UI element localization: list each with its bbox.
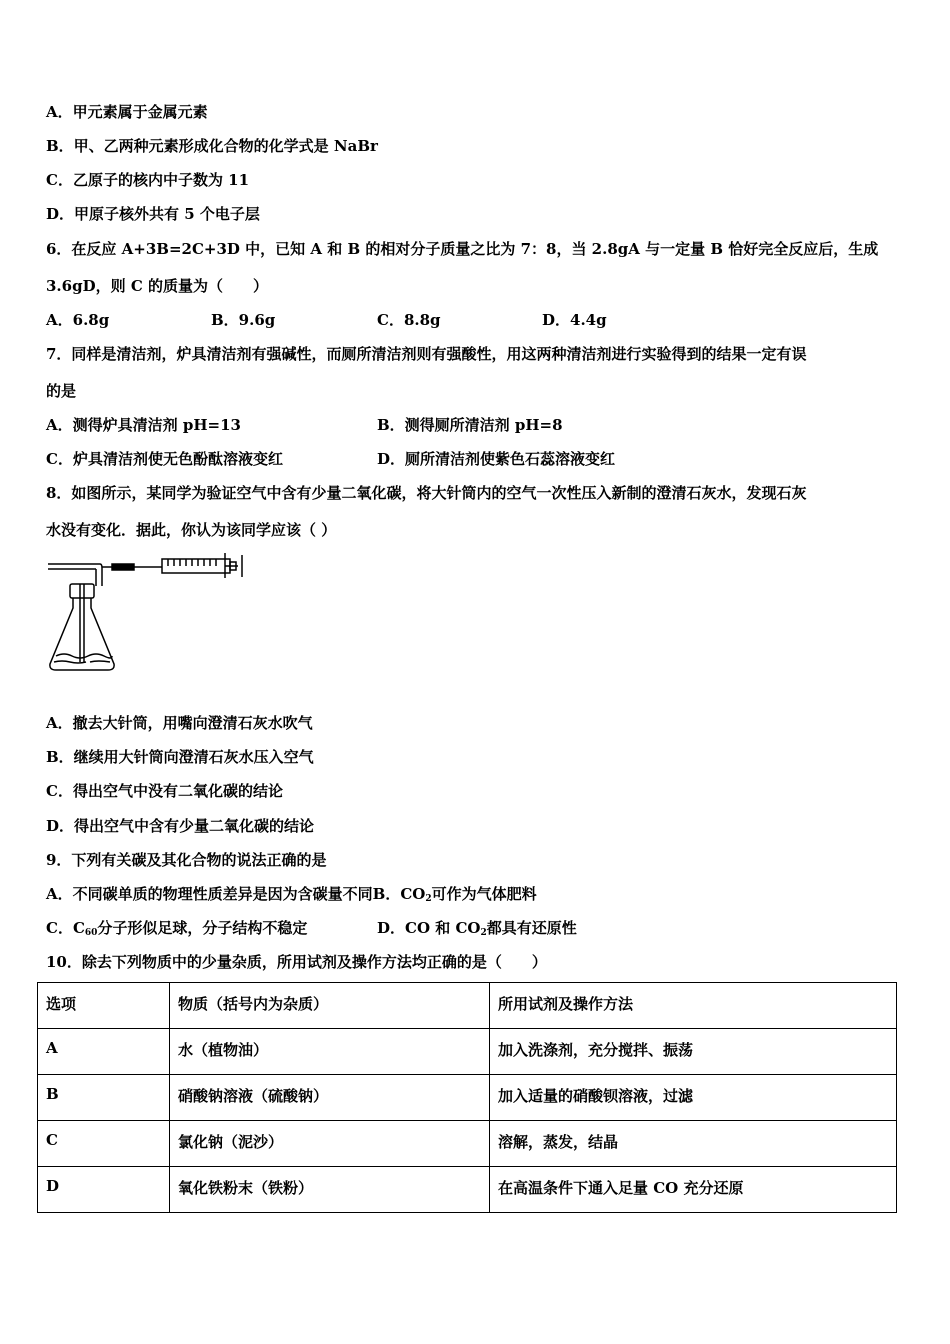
row-method: 溶解，蒸发，结晶 (490, 1121, 897, 1167)
table-row (38, 1075, 897, 1121)
q5-option-d: D．甲原子核外共有 5 个电子层 (46, 205, 260, 223)
q6-option-b: B．9.6g (211, 311, 276, 329)
q5-option-c: C．乙原子的核内中子数为 11 (46, 171, 250, 189)
syringe-flask-apparatus-figure (44, 550, 254, 680)
row-substance: 硝酸钠溶液（硫酸钠） (170, 1075, 490, 1121)
q9-option-ab (46, 884, 537, 904)
row-option: B (38, 1075, 170, 1121)
q10-table (37, 982, 897, 1213)
q5-option-b: B．甲、乙两种元素形成化合物的化学式是 NaBr (46, 137, 378, 155)
header-option: 选项 (38, 983, 170, 1029)
q9-option-b: B．$CO_2$可作为气体肥料 (372, 885, 537, 904)
q9-option-a: A．不同碳单质的物理性质差异是因为含碳量不同 (46, 885, 373, 903)
q10-stem: 10．除去下列物质中的少量杂质，所用试剂及操作方法均正确的是（ ） (46, 953, 547, 971)
table-row (38, 1121, 897, 1167)
q6-stem-line1: 6．在反应 A+3B=2C+3D 中，已知 A 和 B 的相对分子质量之比为 7：8，当 2.8gA 与一定量 B 恰好完全反应后，生成 (46, 240, 879, 258)
tube-connector (48, 564, 162, 586)
q9-option-d: D．CO 和 $CO_2$都具有还原性 (377, 919, 577, 938)
row-method: 加入适量的硝酸钡溶液，过滤 (490, 1075, 897, 1121)
syringe-icon (162, 553, 242, 578)
q6-option-c: C．8.8g (377, 311, 441, 329)
table-row (38, 1167, 897, 1213)
q8-option-a: A．撤去大针筒，用嘴向澄清石灰水吹气 (46, 714, 313, 732)
flask-icon (50, 584, 114, 670)
q8-option-c: C．得出空气中没有二氧化碳的结论 (46, 782, 283, 800)
header-method: 所用试剂及操作方法 (490, 983, 897, 1029)
q5-option-a: A．甲元素属于金属元素 (46, 103, 208, 121)
q7-option-b: B．测得厕所清洁剂 pH=8 (377, 416, 563, 434)
q6-stem-line2: 3.6gD，则 C 的质量为（ ） (46, 277, 268, 295)
q7-option-a: A．测得炉具清洁剂 pH=13 (46, 416, 241, 434)
q9-option-c: C．$C_{60}$分子形似足球，分子结构不稳定 (46, 919, 308, 938)
q7-stem-line2: 的是 (46, 382, 77, 400)
q8-stem-line1: 8．如图所示，某同学为验证空气中含有少量二氧化碳，将大针筒内的空气一次性压入新制的澄清石灰水，发现石灰 (46, 484, 807, 502)
row-option: D (38, 1167, 170, 1213)
q8-option-d: D．得出空气中含有少量二氧化碳的结论 (46, 817, 315, 835)
table-header-row (38, 983, 897, 1029)
row-method: 在高温条件下通入足量 CO 充分还原 (490, 1167, 897, 1213)
q6-option-a: A．6.8g (46, 311, 110, 329)
row-option: A (38, 1029, 170, 1075)
row-option: C (38, 1121, 170, 1167)
q6-option-d: D．4.4g (542, 311, 607, 329)
q7-option-d: D．厕所清洁剂使紫色石蕊溶液变红 (377, 450, 616, 468)
q9-stem: 9．下列有关碳及其化合物的说法正确的是 (46, 851, 327, 869)
table-row (38, 1029, 897, 1075)
q7-option-c: C．炉具清洁剂使无色酚酞溶液变红 (46, 450, 283, 468)
q7-stem-line1: 7．同样是清洁剂，炉具清洁剂有强碱性，而厕所清洁剂则有强酸性，用这两种清洁剂进行实验得到的结果一定有误 (46, 345, 807, 363)
header-substance: 物质（括号内为杂质） (170, 983, 490, 1029)
q8-stem-line2: 水没有变化．据此，你认为该同学应该（ ） (46, 521, 337, 539)
row-substance: 氯化钠（泥沙） (170, 1121, 490, 1167)
row-method: 加入洗涤剂，充分搅拌、振荡 (490, 1029, 897, 1075)
row-substance: 氧化铁粉末（铁粉） (170, 1167, 490, 1213)
row-substance: 水（植物油） (170, 1029, 490, 1075)
q8-option-b: B．继续用大针筒向澄清石灰水压入空气 (46, 748, 314, 766)
